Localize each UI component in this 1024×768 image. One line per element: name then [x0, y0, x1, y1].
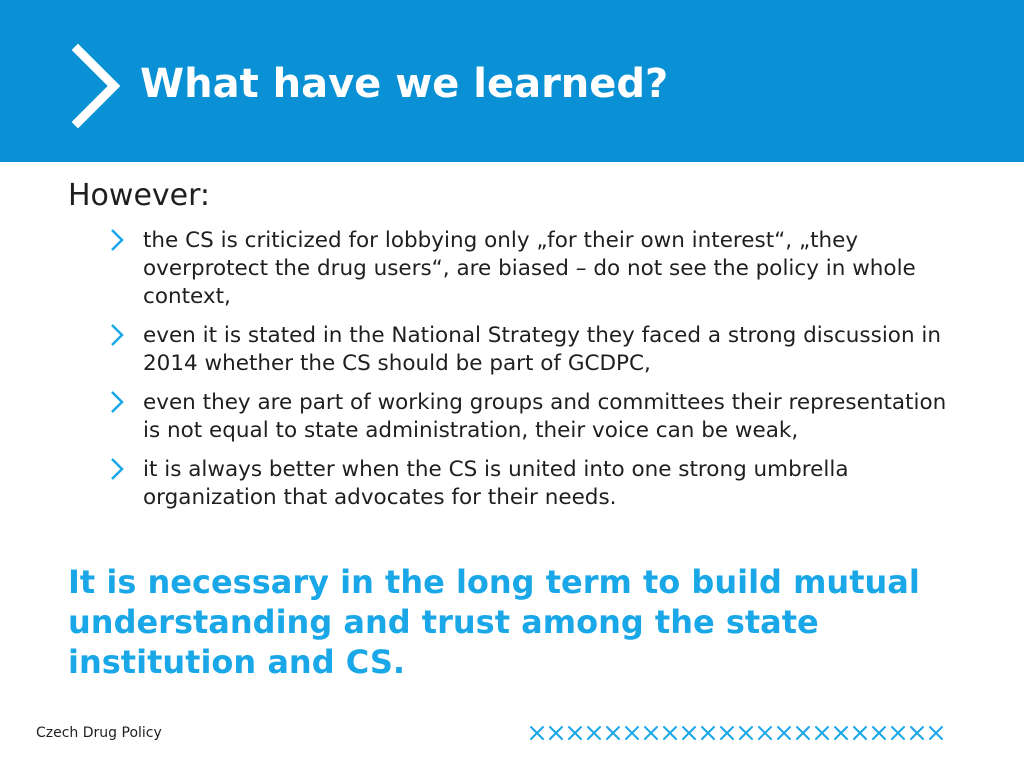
x-mark-icon [604, 723, 622, 743]
x-mark-icon [661, 723, 679, 743]
x-mark-icon [775, 723, 793, 743]
footer-label: Czech Drug Policy [36, 725, 162, 741]
x-mark-icon [813, 723, 831, 743]
x-mark-icon [889, 723, 907, 743]
x-mark-icon [642, 723, 660, 743]
chevron-right-icon [110, 390, 124, 414]
x-mark-icon [528, 723, 546, 743]
x-mark-icon [794, 723, 812, 743]
x-mark-icon [718, 723, 736, 743]
x-mark-icon [851, 723, 869, 743]
x-mark-icon [756, 723, 774, 743]
bullet-item [104, 227, 964, 311]
footer-pattern [528, 723, 945, 743]
chevron-right-icon [110, 323, 124, 347]
chevron-right-icon [110, 457, 124, 481]
intro-text: However: [68, 178, 211, 213]
x-mark-icon [908, 723, 926, 743]
x-mark-icon [870, 723, 888, 743]
bullet-text: the CS is criticized for lobbying only „for their own interest“, „they overprotect the drug users“, are biased – do not see the policy in whole context, [143, 228, 916, 309]
x-mark-icon [927, 723, 945, 743]
x-mark-icon [566, 723, 584, 743]
page-title: What have we learned? [140, 61, 669, 107]
x-mark-icon [832, 723, 850, 743]
conclusion-text: It is necessary in the long term to build mutual understanding and trust among the state institution and CS. [68, 563, 920, 681]
bullet-text: even it is stated in the National Strategy they faced a strong discussion in 2014 whether the CS should be part of GCDPC, [143, 323, 942, 376]
bullet-list [104, 227, 964, 523]
x-mark-icon [680, 723, 698, 743]
header-band [0, 0, 1024, 162]
bullet-text: even they are part of working groups and committees their representation is not equal to state administration, their voice can be weak, [143, 390, 947, 443]
x-mark-icon [585, 723, 603, 743]
x-mark-icon [699, 723, 717, 743]
bullet-text: it is always better when the CS is united into one strong umbrella organization that advocates for their needs. [143, 457, 849, 510]
x-mark-icon [547, 723, 565, 743]
chevron-right-icon [110, 228, 124, 252]
bullet-item [104, 456, 964, 512]
x-mark-icon [623, 723, 641, 743]
x-mark-icon [737, 723, 755, 743]
bullet-item [104, 322, 964, 378]
bullet-item [104, 389, 964, 445]
chevron-right-icon [70, 44, 122, 128]
